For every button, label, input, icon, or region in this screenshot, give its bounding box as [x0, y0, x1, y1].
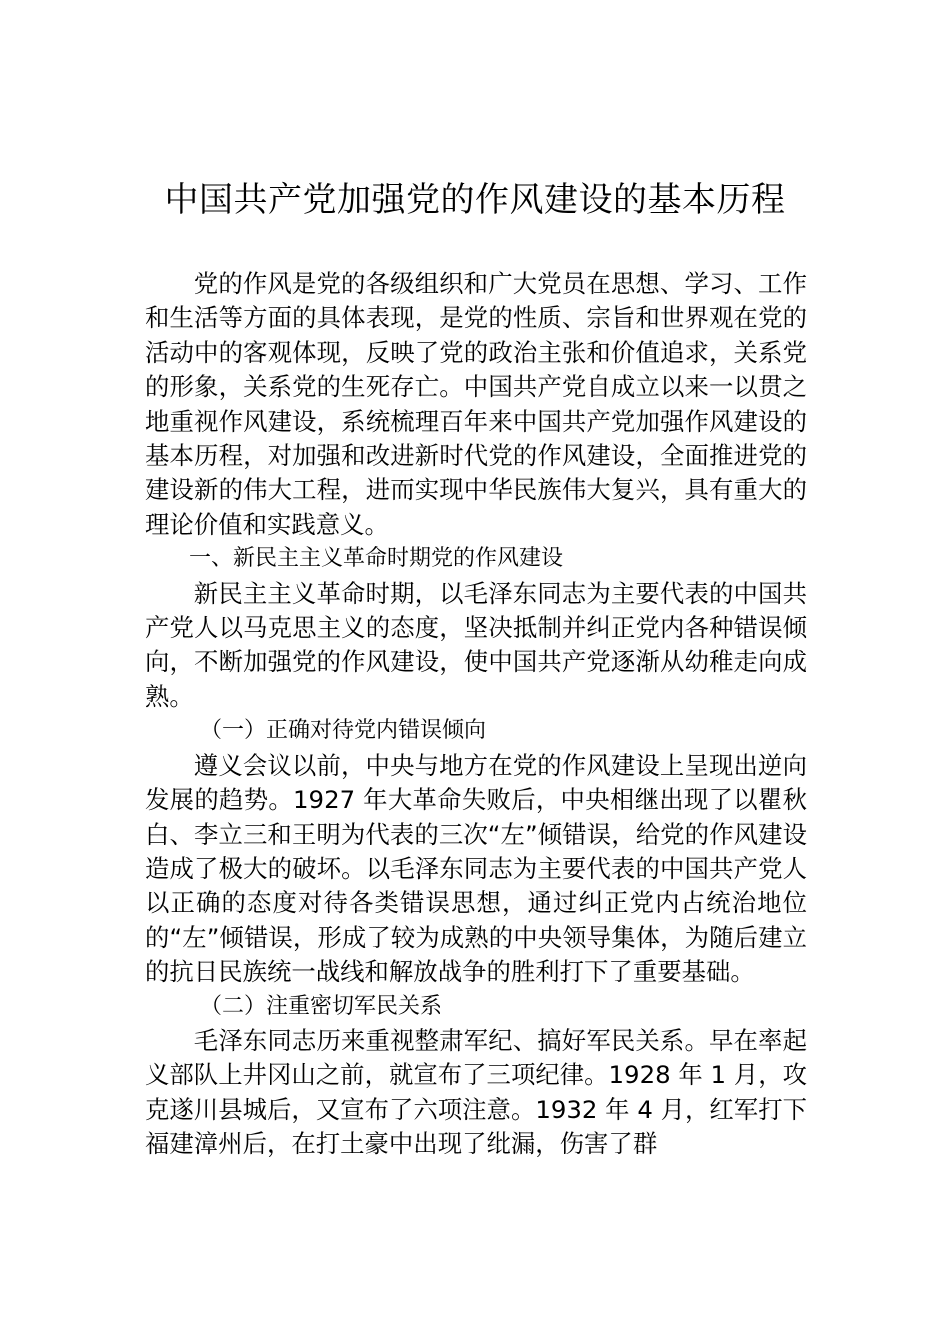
section-heading-1: 一、新民主主义革命时期党的作风建设	[189, 546, 564, 572]
subsection-1-paragraph: 遵义会议以前，中央与地方在党的作风建设上呈现出逆向发展的趋势。1927 年大革命失败后，中央相继出现了以瞿秋白、李立三和王明为代表的三次“左”倾错误，给党的作风建设造成了极大的破坏。以毛泽东同志为主要代表的中国共产党人以正确的态度对待各类错误思想，通过纠正党内占统治地位的“左”倾错误，形成了较为成熟的中央领导集体，为随后建立的抗日民族统一战线和解放战争的胜利打下了重要基础。	[145, 750, 807, 987]
subsection-heading-1: （一）正确对待党内错误倾向	[200, 718, 487, 744]
subsection-2-paragraph: 毛泽东同志历来重视整肃军纪、搞好军民关系。早在率起义部队上井冈山之前，就宣布了三项纪律。1928 年 1 月，攻克遂川县城后，又宣布了六项注意。1932 年 4 月，红军打下福建漳州后，在打土豪中出现了纰漏，伤害了群	[145, 1025, 807, 1159]
subsection-heading-2: （二）注重密切军民关系	[200, 993, 443, 1019]
document-title: 中国共产党加强党的作风建设的基本历程	[164, 180, 786, 220]
document-body	[145, 267, 807, 1162]
section-1-paragraph: 新民主主义革命时期，以毛泽东同志为主要代表的中国共产党人以马克思主义的态度，坚决抵制并纠正党内各种错误倾向，不断加强党的作风建设，使中国共产党逐渐从幼稚走向成熟。	[145, 578, 807, 711]
intro-paragraph: 党的作风是党的各级组织和广大党员在思想、学习、工作和生活等方面的具体表现，是党的性质、宗旨和世界观在党的活动中的客观体现，反映了党的政治主张和价值追求，关系党的形象，关系党的生死存亡。中国共产党自成立以来一以贯之地重视作风建设，系统梳理百年来中国共产党加强作风建设的基本历程，对加强和改进新时代党的作风建设，全面推进党的建设新的伟大工程，进而实现中华民族伟大复兴，具有重大的理论价值和实践意义。	[145, 269, 807, 539]
